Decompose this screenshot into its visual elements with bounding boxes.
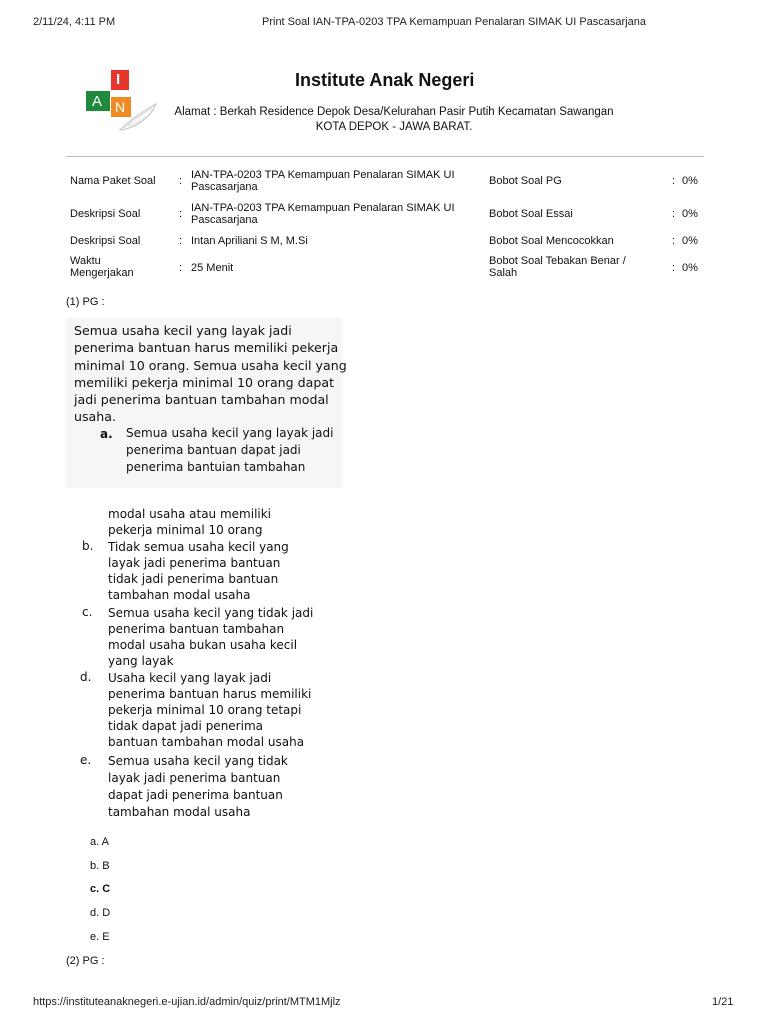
meta-value-deskripsi: IAN-TPA-0203 TPA Kemampuan Penalaran SIMAK UI Pascasarjana bbox=[191, 202, 455, 226]
choice-line: tambahan modal usaha bbox=[108, 588, 251, 602]
meta-value-nama-paket: IAN-TPA-0203 TPA Kemampuan Penalaran SIMAK UI Pascasarjana bbox=[191, 169, 455, 193]
choice-line: pekerja minimal 10 orang bbox=[108, 523, 263, 537]
choice-line: modal usaha atau memiliki bbox=[108, 507, 272, 521]
choice-line: tidak jadi penerima bantuan bbox=[108, 572, 279, 586]
choice-e-letter: e. bbox=[80, 753, 92, 767]
choice-line: modal usaha bukan usaha kecil bbox=[108, 638, 298, 652]
choice-a-text-part1 bbox=[126, 425, 333, 476]
choice-line: pekerja minimal 10 orang tetapi bbox=[108, 703, 302, 717]
institute-address bbox=[160, 105, 628, 135]
address-line-1: Alamat : Berkah Residence Depok Desa/Kelurahan Pasir Putih Kecamatan Sawangan bbox=[174, 106, 614, 118]
print-url: https://instituteanaknegeri.e-ujian.id/admin/quiz/print/MTM1Mjlz bbox=[33, 996, 341, 1008]
choice-line: penerima bantuan tambahan bbox=[108, 622, 285, 636]
stem-line: minimal 10 orang. Semua usaha kecil yang bbox=[74, 357, 347, 373]
choice-b-text bbox=[108, 539, 289, 603]
address-line-2: KOTA DEPOK - JAWA BARAT. bbox=[315, 121, 473, 133]
choice-line: Semua usaha kecil yang tidak jadi bbox=[108, 606, 314, 620]
meta-sep: : bbox=[179, 262, 183, 274]
meta-label-deskripsi: Deskripsi Soal bbox=[70, 208, 141, 220]
logo-letter-a: A bbox=[92, 93, 103, 110]
choice-line: yang layak bbox=[108, 654, 174, 668]
choice-line: layak jadi penerima bantuan bbox=[108, 556, 281, 570]
institute-name: Institute Anak Negeri bbox=[295, 70, 475, 90]
choice-line: penerima bantuian tambahan bbox=[126, 460, 306, 474]
choice-line: layak jadi penerima bantuan bbox=[108, 771, 281, 785]
header-divider bbox=[66, 156, 704, 157]
choice-line: penerima bantuan harus memiliki bbox=[108, 687, 312, 701]
choice-a-text-part2 bbox=[108, 506, 271, 538]
meta-sep: : bbox=[179, 208, 183, 220]
meta-value-bobot-essai: 0% bbox=[682, 208, 698, 220]
answer-option-e: e. E bbox=[90, 931, 110, 943]
meta-label-nama-paket: Nama Paket Soal bbox=[70, 175, 156, 187]
choice-b-letter: b. bbox=[82, 539, 94, 553]
print-datetime: 2/11/24, 4:11 PM bbox=[33, 16, 116, 28]
meta-sep: : bbox=[672, 175, 676, 187]
choice-line: Semua usaha kecil yang tidak bbox=[108, 754, 288, 768]
choice-line: bantuan tambahan modal usaha bbox=[108, 735, 305, 749]
choice-line: Tidak semua usaha kecil yang bbox=[108, 540, 289, 554]
choice-c-letter: c. bbox=[82, 605, 93, 619]
choice-d-letter: d. bbox=[80, 670, 92, 684]
meta-sep: : bbox=[672, 262, 676, 274]
meta-value-author: Intan Apriliani S M, M.Si bbox=[191, 235, 308, 247]
meta-value-bobot-pg: 0% bbox=[682, 175, 698, 187]
meta-value-bobot-mencocokkan: 0% bbox=[682, 235, 698, 247]
meta-value-waktu: 25 Menit bbox=[191, 262, 234, 274]
meta-sep: : bbox=[672, 208, 676, 220]
meta-label-deskripsi-author: Deskripsi Soal bbox=[70, 235, 141, 247]
stem-line: jadi penerima bantuan tambahan modal bbox=[74, 392, 329, 408]
choice-a-letter: a. bbox=[100, 427, 113, 441]
meta-sep: : bbox=[179, 235, 183, 247]
stem-line: memiliki pekerja minimal 10 orang dapat bbox=[74, 374, 335, 390]
meta-label-bobot-tebakan: Bobot Soal Tebakan Benar / Salah bbox=[489, 255, 626, 279]
question-1-stem bbox=[74, 322, 347, 426]
answer-option-c-selected: c. C bbox=[90, 883, 111, 895]
choice-line: penerima bantuan dapat jadi bbox=[126, 443, 301, 457]
choice-line: tidak dapat jadi penerima bbox=[108, 719, 263, 733]
meta-label-bobot-pg: Bobot Soal PG bbox=[489, 175, 562, 187]
meta-label-waktu: Waktu Mengerjakan bbox=[70, 255, 134, 279]
choice-line: Usaha kecil yang layak jadi bbox=[108, 671, 272, 685]
meta-sep: : bbox=[672, 235, 676, 247]
choice-line: Semua usaha kecil yang layak jadi bbox=[126, 426, 334, 440]
answer-option-d: d. D bbox=[90, 907, 111, 919]
logo-letter-i: I bbox=[116, 71, 121, 88]
stem-line: Semua usaha kecil yang layak jadi bbox=[74, 323, 292, 338]
logo-letter-n: N bbox=[115, 99, 126, 115]
meta-value-bobot-tebakan: 0% bbox=[682, 262, 698, 274]
choice-line: tambahan modal usaha bbox=[108, 805, 251, 819]
answer-option-b: b. B bbox=[90, 860, 110, 872]
choice-d-text bbox=[108, 670, 311, 750]
print-page-number: 1/21 bbox=[712, 996, 734, 1008]
choice-c-text bbox=[108, 605, 313, 669]
question-2-label: (2) PG : bbox=[66, 955, 105, 967]
stem-line: usaha. bbox=[74, 409, 116, 425]
answer-option-a: a. A bbox=[90, 836, 109, 848]
meta-label-bobot-essai: Bobot Soal Essai bbox=[489, 208, 573, 220]
print-page-title: Print Soal IAN-TPA-0203 TPA Kemampuan Penalaran SIMAK UI Pascasarjana bbox=[262, 16, 646, 28]
meta-label-bobot-mencocokkan: Bobot Soal Mencocokkan bbox=[489, 235, 614, 247]
choice-line: dapat jadi penerima bantuan bbox=[108, 788, 283, 802]
stem-line: penerima bantuan harus memiliki pekerja bbox=[74, 340, 339, 356]
meta-sep: : bbox=[179, 175, 183, 187]
choice-e-text bbox=[108, 753, 288, 821]
question-1-label: (1) PG : bbox=[66, 296, 105, 308]
